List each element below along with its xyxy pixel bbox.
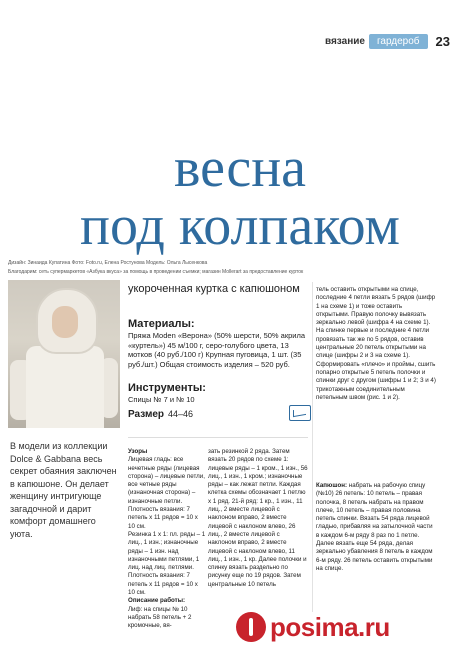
- page-header: [325, 34, 450, 49]
- size-line: [128, 409, 193, 420]
- model-photo: [8, 280, 120, 428]
- tools-text: Спицы № 7 и № 10: [128, 395, 195, 404]
- size-value: 44–46: [168, 409, 194, 419]
- envelope-icon: [289, 405, 311, 421]
- pattern-rib: Резинка 1 х 1: пл. ряды – 1 лиц., 1 изн.; изнаночные ряды – 1 изн. над изнаночными петлями, 1 лиц. над лиц. петлями. Плотность вязания: 7 петель х 11 рядов = 10 х 10 см.: [128, 530, 206, 597]
- hood-heading: Капюшон:: [316, 482, 348, 489]
- section-label: вязание: [324, 36, 365, 47]
- work-heading: Описание работы:: [128, 597, 186, 605]
- pin-icon: [236, 612, 266, 642]
- column-1: [128, 448, 206, 631]
- credits-line-1: Дизайн: Зинаида Купатина Фото: Foto.ru, Елена Ростунова Модель: Ольга Лысенкова: [8, 260, 208, 266]
- watermark-text: posima.ru: [270, 611, 390, 642]
- page-number: 23: [435, 34, 450, 49]
- tools-heading: Инструменты:: [128, 382, 206, 394]
- column-2: зать резинкой 2 ряда. Затем вязать 20 рядов по схеме 1: лицевые ряды – 1 кром., 1 изн., 56 лиц., 1 изн., 1 кром.; изнаночные ряды – как лежат петли. Каждая клетка схемы обозначает 1 петлю х 1 ряд. 21-й ряд: 1 кр., 1 изн., 11 лиц., 2 вместе лицевой с наклоном вправо, 2 вместе лицевой с наклоном влево, 26 лиц., 2 вместе лицевой с наклоном вправо, 2 вместе лицевой с наклоном влево, 11 лиц., 1 изн., 1 кр. Далее полочки и спинку вязать раздельно по рисунку еще по 19 рядов. Затем центральные 10 петель: [208, 448, 308, 588]
- materials-heading: Материалы:: [128, 318, 195, 330]
- column-divider: [312, 282, 313, 612]
- section-tag: гардероб: [369, 34, 428, 49]
- bodice-text: Лиф: на спицы № 10 набрать 58 петель + 2 кромочные, вя-: [128, 605, 192, 630]
- column-4: [316, 482, 436, 573]
- credits-line-2: Благодарим: сеть супермаркетов «Азбука вкуса» за помощь в проведении съемки; магазин Mollerart за предоставление курток: [8, 269, 304, 275]
- materials-text: Пряжа Moden «Верона» (50% шерсти, 50% акрила «куртель») 45 м/100 г, серо-голубого цвета, 13 мотков (40 руб./100 г) Крупная пуговица, 1 шт. (35 руб./шт.) Общая стоимость изделия – 520 руб.: [128, 331, 306, 369]
- patterns-heading: Узоры: [128, 448, 148, 455]
- photo-caption: В модели из коллекции Dolce & Gabbana весь секрет обаяния заключен в капюшоне. Он делает женщину интригующе загадочной и дарит комфорт домашнего уюта.: [10, 441, 117, 539]
- title-line-1: весна: [173, 137, 307, 199]
- watermark: [236, 608, 458, 646]
- pattern-stockinette: Лицевая гладь: все нечетные ряды (лицевая сторона) – лицевые петли, все четные ряды (изнаночная сторона) – изнаночные петли. Плотность вязания: 7 петель х 11 рядов = 10 х 10 см.: [128, 456, 205, 530]
- size-label: Размер: [128, 409, 165, 420]
- hood-text: набрать на рабочую спицу (№10) 26 петель: 10 петель – правая полочка, 8 петель набрать на правом плече, 10 петель – правая половина петель спинки. Вязать 54 ряда лицевой гладью, прибавляя на затылочной части в каждом 6-м ряду 8 раз по 1 петле. Далее вязать еще 54 ряда, делая зеркально убавления 8 петель в каждом 6-м ряду. 26 петель оставить открытыми на спице.: [316, 482, 433, 572]
- title-line-2: под колпаком: [80, 195, 400, 257]
- credits: [8, 259, 453, 277]
- column-3: тель оставить открытыми на спице, последние 4 петли вязать 5 рядов (шифр 1 на схеме 1) и тоже оставить открытыми. Правую полочку вывязать зеркально левой (шифра 4 на схеме 1). На спинке первые и последние 4 петли провязать так же по 5 рядов, оставив центральные 20 петель открытыми на спице (шифры 2 и 3 на схеме 1). Сформировать «плечо» и проймы, сшить попарно открытые 5 петель полочки и спинки друг с другом (шифры 1 и 2; 3 и 4) трикотажным соединительным петельным швом (рис. 1 и 2).: [316, 286, 436, 401]
- divider: [128, 437, 308, 438]
- article-subtitle: укороченная куртка с капюшоном: [128, 283, 300, 295]
- article-title: [40, 137, 440, 257]
